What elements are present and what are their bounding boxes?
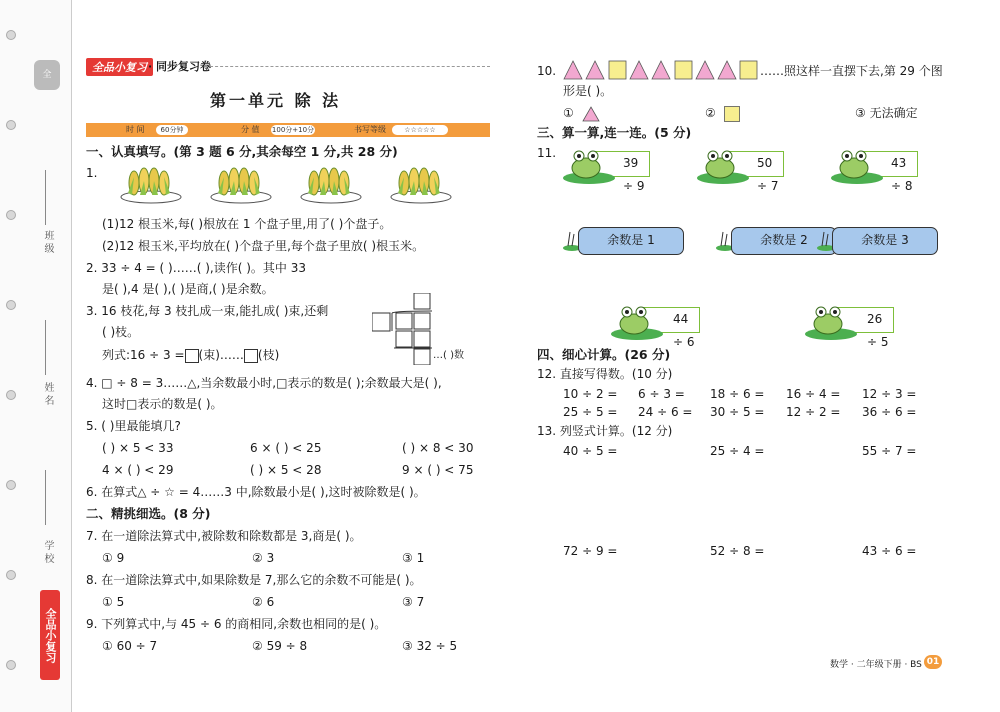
frog-icon bbox=[562, 144, 616, 184]
q9-option[interactable]: ② 59 ÷ 8 bbox=[252, 639, 308, 653]
q11-number: 11. bbox=[537, 146, 557, 160]
binding-ring bbox=[6, 660, 16, 670]
frog-expression[interactable]: 43 ÷ 8 bbox=[860, 151, 918, 177]
q3-equation bbox=[102, 347, 279, 363]
brand-subtitle: · 同步复习卷 bbox=[148, 60, 212, 73]
brand-logo: 全品小复习 bbox=[86, 58, 153, 76]
q13-heading: 13. 列竖式计算。(12 分) bbox=[537, 424, 673, 438]
q10-number: 10. bbox=[537, 64, 557, 78]
score-label: 分 值 bbox=[241, 125, 260, 134]
handwriting-stars: ☆☆☆☆☆ bbox=[392, 125, 448, 135]
remainder-box[interactable]: 余数是 1 bbox=[578, 227, 684, 255]
long-division-grid[interactable] bbox=[372, 293, 434, 365]
q10-option-2[interactable] bbox=[705, 105, 740, 122]
frog-icon bbox=[830, 144, 884, 184]
binding-ring bbox=[6, 300, 16, 310]
class-label: 班 级 bbox=[42, 230, 53, 254]
section-4-heading: 四、细心计算。(26 分) bbox=[537, 347, 671, 362]
q5-item: 6 × ( ) < 25 bbox=[250, 441, 322, 455]
page-number: 01 bbox=[924, 655, 942, 669]
q5-item: 9 × ( ) < 75 bbox=[402, 463, 474, 477]
q4-line2: 这时□表示的数是( )。 bbox=[102, 397, 223, 411]
section-2-heading: 二、精挑细选。(8 分) bbox=[86, 506, 211, 521]
q10-option-1[interactable] bbox=[563, 105, 600, 122]
q3-line1: 3. 16 枝花,每 3 枝扎成一束,能扎成( )束,还剩 bbox=[86, 304, 329, 318]
info-bar bbox=[86, 123, 490, 137]
binding-ring bbox=[6, 390, 16, 400]
q12-heading: 12. 直接写得数。(10 分) bbox=[537, 367, 673, 381]
q12-item: 10 ÷ 2 = bbox=[563, 387, 618, 401]
q9-question: 9. 下列算式中,与 45 ÷ 6 的商相同,余数也相同的是( )。 bbox=[86, 617, 387, 631]
q13-item: 72 ÷ 9 = bbox=[563, 544, 618, 558]
square-icon bbox=[724, 106, 740, 122]
q6-question: 6. 在算式△ ÷ ☆ = 4……3 中,除数最小是( ),这时被除数是( )。 bbox=[86, 485, 426, 499]
q12-item: 12 ÷ 3 = bbox=[862, 387, 917, 401]
unit-title: 第一单元 除 法 bbox=[210, 91, 342, 110]
time-value: 60分钟 bbox=[156, 125, 188, 135]
q7-option[interactable]: ② 3 bbox=[252, 551, 275, 565]
q5-item: ( ) × 8 < 30 bbox=[402, 441, 474, 455]
frog-icon bbox=[804, 300, 858, 340]
q13-item: 52 ÷ 8 = bbox=[710, 544, 765, 558]
frog-expression[interactable]: 50 ÷ 7 bbox=[726, 151, 784, 177]
q10-text: ……照这样一直摆下去,第 29 个图 bbox=[760, 64, 943, 78]
q5-item: ( ) × 5 < 33 bbox=[102, 441, 174, 455]
q2-line2: 是( ),4 是( ),( )是商,( )是余数。 bbox=[102, 282, 274, 296]
q5-item: ( ) × 5 < 28 bbox=[250, 463, 322, 477]
triangle-icon bbox=[582, 106, 600, 122]
binding-ring bbox=[6, 570, 16, 580]
binding-ring bbox=[6, 120, 16, 130]
q4-line1: 4. □ ÷ 8 = 3……△,当余数最小时,□表示的数是( );余数最大是( ), bbox=[86, 376, 442, 390]
section-3-heading: 三、算一算,连一连。(5 分) bbox=[537, 125, 692, 140]
q1-part1: (1)12 根玉米,每( )根放在 1 个盘子里,用了( )个盘子。 bbox=[102, 217, 392, 231]
q7-option[interactable]: ③ 1 bbox=[402, 551, 425, 565]
school-line bbox=[45, 470, 46, 525]
q10-text-2: 形是( )。 bbox=[563, 84, 613, 98]
vertical-logo: 全品小复习 bbox=[40, 590, 60, 680]
q3-remainder-note: …( )数 bbox=[433, 350, 464, 361]
q12-item: 18 ÷ 6 = bbox=[710, 387, 765, 401]
q8-option[interactable]: ① 5 bbox=[102, 595, 125, 609]
q13-item: 25 ÷ 4 = bbox=[710, 444, 765, 458]
q3-stem-unit: (枝) bbox=[257, 348, 280, 362]
binding-ring bbox=[6, 30, 16, 40]
handwriting-label: 书写等级 bbox=[354, 125, 386, 134]
q12-item: 24 ÷ 6 = bbox=[638, 405, 693, 419]
time-label: 时 间 bbox=[126, 125, 145, 134]
q12-item: 6 ÷ 3 = bbox=[638, 387, 685, 401]
binding-ring bbox=[6, 210, 16, 220]
name-label: 姓 名 bbox=[42, 382, 53, 406]
q3-line2: ( )枝。 bbox=[102, 325, 140, 339]
q13-item: 40 ÷ 5 = bbox=[563, 444, 618, 458]
corn-plate-icon bbox=[300, 163, 362, 205]
q9-option[interactable]: ③ 32 ÷ 5 bbox=[402, 639, 458, 653]
margin-badge: 全 bbox=[34, 60, 60, 90]
header-divider bbox=[205, 66, 490, 67]
q3-bundle-unit: (束)…… bbox=[198, 348, 244, 362]
remainder-box[interactable]: 余数是 2 bbox=[731, 227, 837, 255]
answer-box[interactable] bbox=[244, 349, 258, 363]
binding-margin bbox=[0, 0, 72, 712]
class-line bbox=[45, 170, 46, 225]
corn-plate-icon bbox=[120, 163, 182, 205]
q9-option[interactable]: ① 60 ÷ 7 bbox=[102, 639, 158, 653]
answer-box[interactable] bbox=[185, 349, 199, 363]
remainder-box[interactable]: 余数是 3 bbox=[832, 227, 938, 255]
frog-expression[interactable]: 39 ÷ 9 bbox=[592, 151, 650, 177]
school-label: 学 校 bbox=[42, 540, 53, 564]
section-1-heading: 一、认真填写。(第 3 题 6 分,其余每空 1 分,共 28 分) bbox=[86, 144, 398, 159]
frog-expression[interactable]: 26 ÷ 5 bbox=[836, 307, 894, 333]
q12-item: 25 ÷ 5 = bbox=[563, 405, 618, 419]
name-line bbox=[45, 320, 46, 375]
q12-item: 36 ÷ 6 = bbox=[862, 405, 917, 419]
q3-equation-prefix: 列式:16 ÷ 3 = bbox=[102, 348, 185, 362]
footer-text: 数学 · 二年级下册 · BS bbox=[830, 660, 922, 670]
corn-plate-icon bbox=[210, 163, 272, 205]
corn-plate-icon bbox=[390, 163, 452, 205]
q2-line1: 2. 33 ÷ 4 = ( )……( ),读作( )。其中 33 bbox=[86, 261, 306, 275]
binding-ring bbox=[6, 480, 16, 490]
frog-icon bbox=[696, 144, 750, 184]
frog-expression[interactable]: 44 ÷ 6 bbox=[642, 307, 700, 333]
q12-item: 30 ÷ 5 = bbox=[710, 405, 765, 419]
q7-option[interactable]: ① 9 bbox=[102, 551, 125, 565]
q10-option-2-label: ② bbox=[705, 106, 716, 120]
q8-option[interactable]: ② 6 bbox=[252, 595, 275, 609]
q7-question: 7. 在一道除法算式中,被除数和除数都是 3,商是( )。 bbox=[86, 529, 362, 543]
q8-question: 8. 在一道除法算式中,如果除数是 7,那么它的余数不可能是( )。 bbox=[86, 573, 422, 587]
q13-item: 43 ÷ 6 = bbox=[862, 544, 917, 558]
q1-part2: (2)12 根玉米,平均放在( )个盘子里,每个盘子里放( )根玉米。 bbox=[102, 239, 425, 253]
q5-question: 5. ( )里最能填几? bbox=[86, 419, 181, 433]
q1-number: 1. bbox=[86, 166, 98, 180]
q5-item: 4 × ( ) < 29 bbox=[102, 463, 174, 477]
q8-option[interactable]: ③ 7 bbox=[402, 595, 425, 609]
q13-item: 55 ÷ 7 = bbox=[862, 444, 917, 458]
shape-pattern bbox=[563, 60, 759, 80]
score-value: 100分+10分 bbox=[271, 126, 315, 134]
frog-icon bbox=[610, 300, 664, 340]
q12-item: 16 ÷ 4 = bbox=[786, 387, 841, 401]
q10-option-1-label: ① bbox=[563, 106, 574, 120]
q10-option-3[interactable]: ③ 无法确定 bbox=[855, 106, 918, 120]
q12-item: 12 ÷ 2 = bbox=[786, 405, 841, 419]
